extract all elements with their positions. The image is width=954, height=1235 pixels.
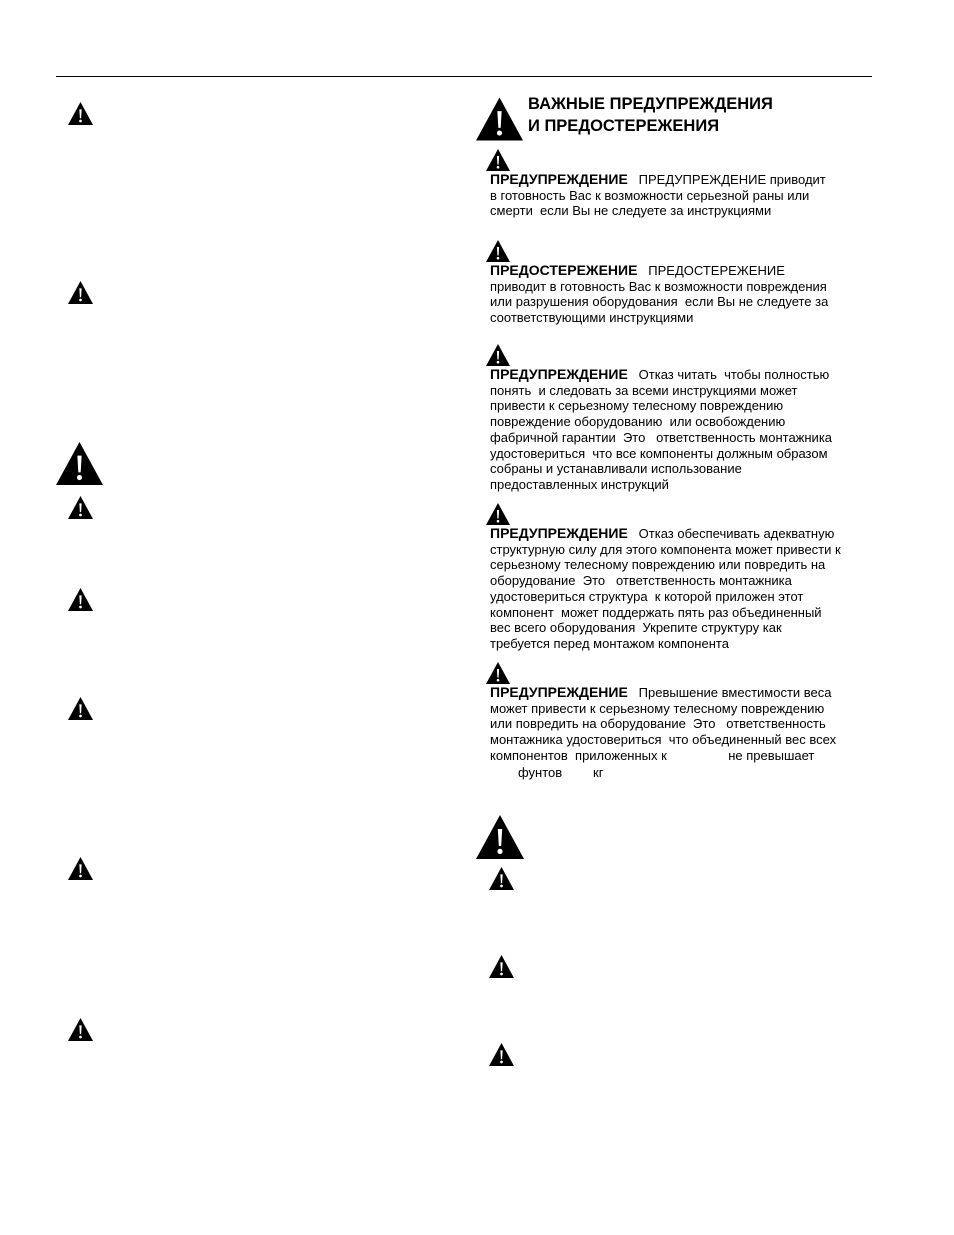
warning-triangle-icon bbox=[68, 1018, 93, 1041]
heading-line-1: ВАЖНЫЕ ПРЕДУПРЕЖДЕНИЯ bbox=[528, 95, 773, 113]
warning-triangle-icon bbox=[68, 496, 93, 519]
warning-triangle-icon bbox=[489, 867, 514, 890]
warning-block bbox=[490, 367, 872, 493]
warning-text: Отказ обеспечивать адекватную структурную силу для этого компонента может привести к серьезному телесному повреждению или повредить на оборудование Это ответственность монтажника удостовериться структура к которой приложен этот компонент может поддержать пять раз объединенный вес всего оборудования Укрепите структуру как требуется перед монтажом компонента bbox=[490, 526, 841, 651]
warning-triangle-icon bbox=[485, 240, 511, 262]
warning-triangle-icon bbox=[68, 697, 93, 720]
warning-triangle-icon bbox=[68, 102, 93, 125]
caution-block bbox=[490, 263, 872, 326]
caution-label: ПРЕДОСТЕРЕЖЕНИЕ bbox=[490, 262, 638, 278]
warning-triangle-icon bbox=[485, 662, 511, 684]
section-heading bbox=[528, 93, 773, 137]
warning-triangle-icon bbox=[485, 149, 511, 171]
warning-block bbox=[490, 172, 872, 219]
warning-triangle-icon bbox=[68, 588, 93, 611]
kg-unit: кг bbox=[593, 765, 604, 780]
warning-label: ПРЕДУПРЕЖДЕНИЕ bbox=[490, 525, 628, 541]
warning-triangle-icon bbox=[489, 1043, 514, 1066]
warning-triangle-icon bbox=[56, 441, 103, 486]
warning-block bbox=[490, 526, 872, 652]
warning-text: ПРЕДУПРЕЖДЕНИЕ приводит в готовность Вас к возможности серьезной раны или смерти если Вы не следуете за инструкциями bbox=[490, 172, 826, 219]
top-rule bbox=[56, 76, 872, 77]
warning-text: Отказ читать чтобы полностью понять и следовать за всеми инструкциями может привести к серьезному телесному повреждению повреждение оборудованию или освобождению фабричной гарантии Это ответственность монтажника удостовериться что все компоненты должным образом собраны и устанавливали использование предоставленных инструкций bbox=[490, 367, 833, 492]
warning-triangle-icon bbox=[476, 97, 523, 141]
warning-label: ПРЕДУПРЕЖДЕНИЕ bbox=[490, 366, 628, 382]
warning-triangle-icon bbox=[68, 857, 93, 880]
pounds-unit: фунтов bbox=[518, 765, 563, 780]
warning-label: ПРЕДУПРЕЖДЕНИЕ bbox=[490, 684, 628, 700]
warning-label: ПРЕДУПРЕЖДЕНИЕ bbox=[490, 171, 628, 187]
heading-line-2: И ПРЕДОСТЕРЕЖЕНИЯ bbox=[528, 117, 720, 135]
warning-block bbox=[490, 685, 872, 764]
warning-triangle-icon bbox=[476, 815, 524, 859]
warning-triangle-icon bbox=[489, 955, 514, 978]
warning-triangle-icon bbox=[485, 503, 511, 525]
warning-text: Превышение вместимости веса может привести к серьезному телесному повреждению или повредить на оборудование Это ответственность монтажника удостовериться что объединенный вес всех компонентов приложенных к не превышает bbox=[490, 685, 837, 763]
warning-triangle-icon bbox=[68, 281, 93, 304]
caution-text: ПРЕДОСТЕРЕЖЕНИЕ приводит в готовность Вас к возможности повреждения или разрушения оборудования если Вы не следуете за соответствующими инструкциями bbox=[490, 263, 829, 326]
warning-triangle-icon bbox=[485, 344, 511, 366]
